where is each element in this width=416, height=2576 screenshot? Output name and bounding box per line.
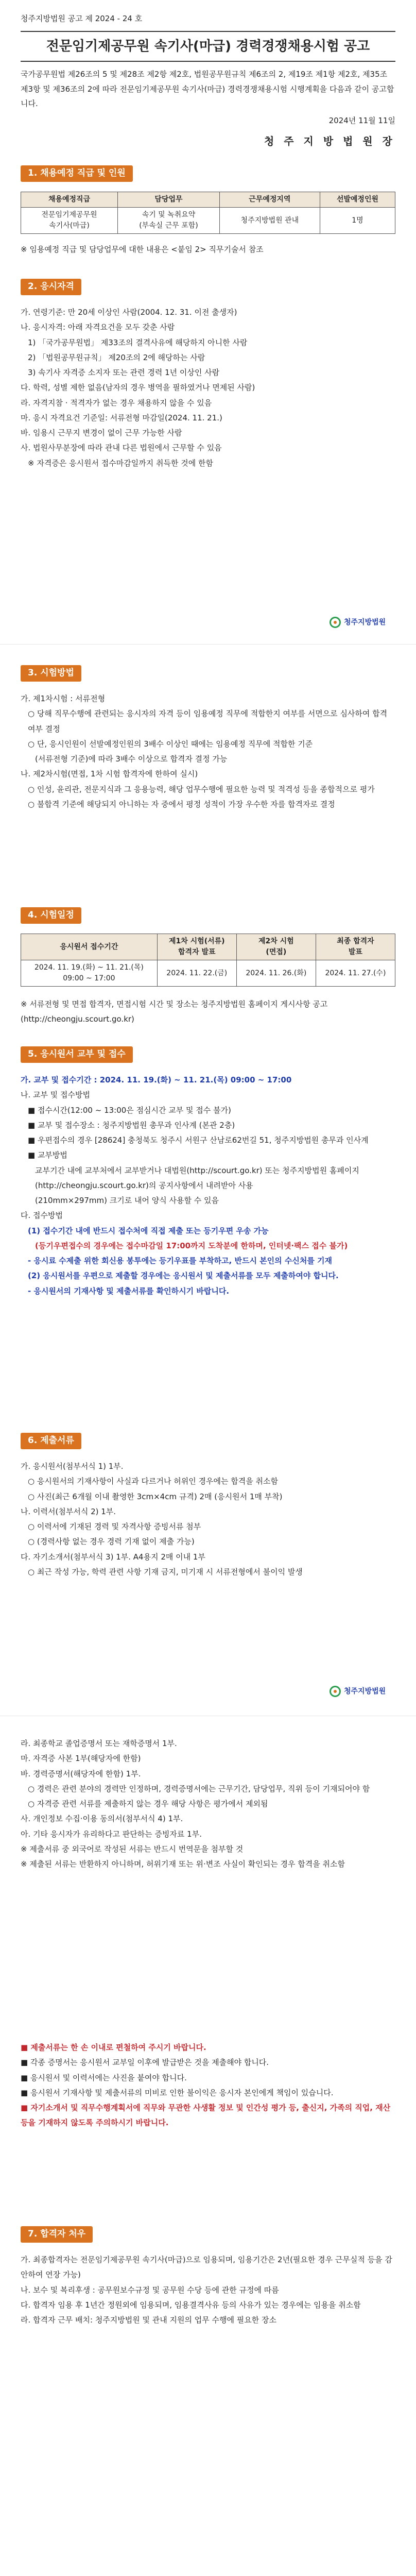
list-item: ※ 제출서류 중 외국어로 작성된 서류는 반드시 번역문을 첨부할 것 xyxy=(21,1844,244,1854)
table-cell: 청주지방법원 관내 xyxy=(219,208,320,234)
section-1-title: 1. 채용예정 직급 및 인원 xyxy=(21,165,133,181)
list-item: ○ 최근 작성 가능, 학력 관련 사항 기재 금지, 미기재 시 서류전형에서 불이익 발생 xyxy=(28,1567,303,1577)
table-cell: 2024. 11. 26.(화) xyxy=(236,960,316,987)
list-item: ○ 사진(최근 6개월 이내 촬영한 3cm×4cm 규격) 2매 (응시원서 1매 부착) xyxy=(28,1492,283,1501)
list-item: ○ 경력은 관련 분야의 경력만 인정하며, 경력증명서에는 근무기간, 담당업무, 직위 등이 기재되어야 함 xyxy=(28,1784,370,1793)
table-cell: 2024. 11. 19.(화) ~ 11. 21.(목) 09:00 ~ 17:00 xyxy=(21,960,158,987)
court-logo xyxy=(330,616,386,630)
section-5-body xyxy=(21,1073,395,1299)
list-item: (서류전형 기준)에 따라 3배수 이상으로 합격자 결정 가능 xyxy=(35,754,228,764)
list-item: ■ 자기소개서 및 직무수행계획서에 직무와 무관한 사생활 정보 및 인간성 평가 등, 출신지, 가족의 직업, 재산 등을 기재하지 않도록 주의하시기 바랍니다. xyxy=(21,2103,391,2128)
list-item: 다. 접수방법 xyxy=(21,1211,63,1221)
table4-note: ※ 서류전형 및 면접 합격자, 면접시험 시간 및 장소는 청주지방법원 홈페이지 게시사항 공고(http://cheongju.scourt.go.kr) xyxy=(21,999,328,1024)
list-item: 라. 합격자 근무 배치: 청주지방법원 및 관내 지원의 업무 수행에 필요한 장소 xyxy=(21,2315,276,2325)
recruit-table xyxy=(21,192,395,234)
section-2-header xyxy=(21,278,81,296)
table-header: 제2차 시험 (면접) xyxy=(236,934,316,960)
table-header: 최종 합격자 발표 xyxy=(316,934,395,960)
section-6-body-cont xyxy=(21,1736,395,1872)
section-7-body xyxy=(21,2252,395,2328)
list-item: 나. 제2차시험(면접, 1차 시험 합격자에 한하여 실시) xyxy=(21,769,198,779)
section-4-title: 4. 시험일정 xyxy=(21,907,81,923)
list-item: ○ 응시원서의 기재사항이 사실과 다르거나 허위인 경우에는 합격을 취소함 xyxy=(28,1477,278,1486)
page-divider xyxy=(0,644,416,645)
section-6-body xyxy=(21,1459,395,1580)
list-item: ○ 이력서에 기재된 경력 및 자격사항 증빙서류 첨부 xyxy=(28,1522,201,1531)
list-item: ※ 자격증은 응시원서 접수마감일까지 취득한 것에 한함 xyxy=(28,458,213,468)
table-cell: 2024. 11. 27.(수) xyxy=(316,960,395,987)
table-header: 응시원서 접수기간 xyxy=(21,934,158,960)
table-cell: 속기 및 녹취요약 (부속실 근무 포함) xyxy=(118,208,220,234)
list-item: ○ 자격증 관련 서류를 제출하지 않는 경우 해당 사항은 평가에서 제외됨 xyxy=(28,1799,268,1808)
section-7-header xyxy=(21,2226,93,2243)
section-5-header xyxy=(21,1046,133,1063)
list-item: 마. 자격증 사본 1부(해당자에 한함) xyxy=(21,1754,141,1764)
list-item: 다. 자기소개서(첨부서식 3) 1부. A4용지 2매 이내 1부 xyxy=(21,1552,205,1562)
table-row xyxy=(21,208,395,234)
list-item: - 응시료 수제출 위한 회신용 봉투에는 등기우표를 부착하고, 반드시 본인의 수신처를 기재 xyxy=(28,1256,333,1265)
court-logo-icon xyxy=(330,1686,341,1697)
section-3-title: 3. 시험방법 xyxy=(21,665,81,681)
list-item: ○ 단, 응시인원이 선발예정인원의 3배수 이상인 때에는 임용예정 직무에 적합한 기준 xyxy=(28,739,313,749)
list-item: (2) 응시원서를 우편으로 제출할 경우에는 응시원서 및 제출서류를 모두 제출하여야 합니다. xyxy=(28,1271,339,1281)
list-item: ■ 응시원서 기재사항 및 제출서류의 미비로 인한 불이익은 응시자 본인에게 책임이 있습니다. xyxy=(21,2088,334,2097)
table-cell: 1명 xyxy=(320,208,395,234)
list-item: (1) 접수기간 내에 반드시 접수처에 직접 제출 또는 등기우편 우송 가능 xyxy=(28,1226,269,1235)
section-7-title: 7. 합격자 처우 xyxy=(21,2226,93,2242)
court-logo-icon xyxy=(330,617,341,628)
list-item: ■ 각종 증명서는 응시원서 교부일 이후에 발급받은 것을 제출해야 합니다. xyxy=(21,2058,269,2067)
list-item: 사. 개인정보 수집·이용 동의서(첨부서식 4) 1부. xyxy=(21,1814,183,1824)
list-item: 마. 응시 자격요건 기준일: 서류전형 마감일(2024. 11. 21.) xyxy=(21,413,222,422)
list-item: ○ 불합격 기준에 해당되지 아니하는 자 중에서 평정 성적이 가장 우수한 자를 합격자로 결정 xyxy=(28,799,335,809)
section-2-title: 2. 응시자격 xyxy=(21,279,81,295)
schedule-table xyxy=(21,934,395,987)
list-item: ■ 우편접수의 경우 [28624] 충청북도 청주시 서원구 산남로62번길 51, 청주지방법원 총무과 인사계 xyxy=(28,1136,369,1145)
court-logo-text: 청주지방법원 xyxy=(344,1687,386,1696)
section-6-header xyxy=(21,1432,81,1450)
section-3-header xyxy=(21,665,81,682)
list-item: 나. 보수 및 복리후생 : 공무원보수규정 및 공무원 수당 등에 관한 규정에 따름 xyxy=(21,2285,279,2295)
list-item: (등기우편접수의 경우에는 접수마감일 17:00까지 도착분에 한하며, 인터넷·팩스 접수 불가) xyxy=(35,1241,348,1250)
table-header: 선발예정인원 xyxy=(320,192,395,208)
list-item: ■ 교부방법 xyxy=(28,1150,67,1160)
list-item: 나. 이력서(첨부서식 2) 1부. xyxy=(21,1506,116,1516)
table-header: 담당업무 xyxy=(118,192,220,208)
table1-note: ※ 임용예정 직급 및 담당업무에 대한 내용은 <붙임 2> 직무기술서 참조 xyxy=(21,245,264,254)
list-item: ※ 제출된 서류는 반환하지 아니하며, 허위기재 또는 위·변조 사실이 확인되는 경우 합격을 취소함 xyxy=(21,1859,345,1869)
section-6-title: 6. 제출서류 xyxy=(21,1433,81,1449)
announcement-number: 청주지방법원 공고 제 2024 - 24 호 xyxy=(21,14,143,23)
section-5-title: 5. 응시원서 교부 및 접수 xyxy=(21,1046,133,1062)
list-item: ○ 인성, 윤리관, 전문지식과 그 응용능력, 해당 업무수행에 필요한 능력 및 적격성 등을 종합적으로 평가 xyxy=(28,784,375,794)
table-row xyxy=(21,960,395,987)
list-item: 가. 최종합격자는 전문임기제공무원 속기사(마급)으로 임용되며, 임용기간은 2년(필요한 경우 근무실적 등을 감안하여 연장 가능) xyxy=(21,2255,392,2280)
court-logo-text: 청주지방법원 xyxy=(344,618,386,626)
table-header: 채용예정직급 xyxy=(21,192,118,208)
list-item: 가. 교부 및 접수기간 : 2024. 11. 19.(화) ~ 11. 21.(목) 09:00 ~ 17:00 xyxy=(21,1075,292,1084)
list-item: - 응시원서의 기재사항 및 제출서류를 확인하시기 바랍니다. xyxy=(28,1286,230,1296)
list-item: 1) 「국가공무원법」 제33조의 결격사유에 해당하지 아니한 사람 xyxy=(28,337,248,347)
list-item: 아. 기타 응시자가 유리하다고 판단하는 증빙자료 1부. xyxy=(21,1829,202,1839)
list-item: 바. 경력증명서(해당자에 한함) 1부. xyxy=(21,1769,141,1778)
list-item: 3) 속기사 자격증 소지자 또는 관련 경력 1년 이상인 사람 xyxy=(28,368,220,377)
list-item: (210mm×297mm) 크기로 내어 양식 사용할 수 있음 xyxy=(35,1196,219,1205)
court-signature: 청 주 지 방 법 원 장 xyxy=(264,135,395,147)
list-item: ■ 제출서류는 한 손 이내로 편철하여 주시기 바랍니다. xyxy=(21,2043,206,2052)
list-item: 2) 「법원공무원규칙」 제20조의 2에 해당하는 사람 xyxy=(28,352,205,362)
section-4-header xyxy=(21,907,81,924)
page-title: 전문임기제공무원 속기사(마급) 경력경쟁채용시험 공고 xyxy=(21,31,395,62)
list-item: 바. 임용시 근무지 변경이 없이 근무 가능한 사람 xyxy=(21,428,182,437)
list-item: ■ 응시원서 및 이력서에는 사진을 붙여야 합니다. xyxy=(21,2073,187,2082)
list-item: 다. 합격자 임용 후 1년간 정원외에 임용되며, 임용결격사유 등의 사유가 있는 경우에는 임용을 취소함 xyxy=(21,2300,361,2310)
list-item: 가. 연령기준: 만 20세 이상인 사람(2004. 12. 31. 이전 출생자) xyxy=(21,308,237,317)
list-item: 라. 자격지참 · 적격자가 없는 경우 채용하지 않을 수 있음 xyxy=(21,398,212,408)
list-item: ○ 당해 직무수행에 관련되는 응시자의 자격 등이 임용예정 직무에 적합한지 여부를 서면으로 심사하여 합격 여부 결정 xyxy=(28,709,388,734)
table-header: 근무예정지역 xyxy=(219,192,320,208)
section-2-body xyxy=(21,305,395,471)
list-item: 가. 응시원서(첨부서식 1) 1부. xyxy=(21,1462,124,1471)
court-logo xyxy=(330,1685,386,1699)
list-item: ■ 접수시간(12:00 ~ 13:00은 점심시간 교부 및 접수 불가) xyxy=(28,1105,231,1115)
section-6-notes xyxy=(21,2040,395,2131)
list-item: 나. 교부 및 접수방법 xyxy=(21,1090,90,1100)
list-item: 나. 응시자격: 아래 자격요건을 모두 갖춘 사람 xyxy=(21,323,175,332)
list-item: 다. 학력, 성별 제한 없음(남자의 경우 병역을 필하였거나 면제된 사람) xyxy=(21,383,255,393)
list-item: 교부기간 내에 교부처에서 교부받거나 대법원(http://scourt.go.kr) 또는 청주지방법원 홈페이지(http://cheongju.scourt.go.kr)의 공지사항에서 내려받아 사용 xyxy=(35,1165,359,1190)
intro-paragraph: 국가공무원법 제26조의 5 및 제28조 제2항 제2호, 법원공무원규칙 제6조의 2, 제19조 제1항 제2호, 제35조 제3항 및 제36조의 2에 따라 전문임기제공무원 속기사(마급) 경력경쟁채용시험 시행계획을 다음과 같이 공고합니다. xyxy=(21,70,394,108)
section-1-header xyxy=(21,165,133,182)
list-item: 가. 제1차시험 : 서류전형 xyxy=(21,694,106,703)
list-item: ■ 교부 및 접수장소 : 청주지방법원 총무과 인사계 (본관 2층) xyxy=(28,1120,235,1130)
list-item: 사. 법원사무분장에 따라 관내 다른 법원에서 근무할 수 있음 xyxy=(21,443,222,453)
announcement-date: 2024년 11월 11일 xyxy=(328,116,395,125)
list-item: 라. 최종학교 졸업증명서 또는 재학증명서 1부. xyxy=(21,1739,177,1748)
list-item: ○ (경력사항 없는 경우 경력 기재 없이 제출 가능) xyxy=(28,1537,195,1547)
section-3-body xyxy=(21,691,395,812)
table-cell: 2024. 11. 22.(금) xyxy=(157,960,236,987)
table-cell: 전문임기제공무원 속기사(마급) xyxy=(21,208,118,234)
table-header: 제1차 시험(서류) 합격자 발표 xyxy=(157,934,236,960)
